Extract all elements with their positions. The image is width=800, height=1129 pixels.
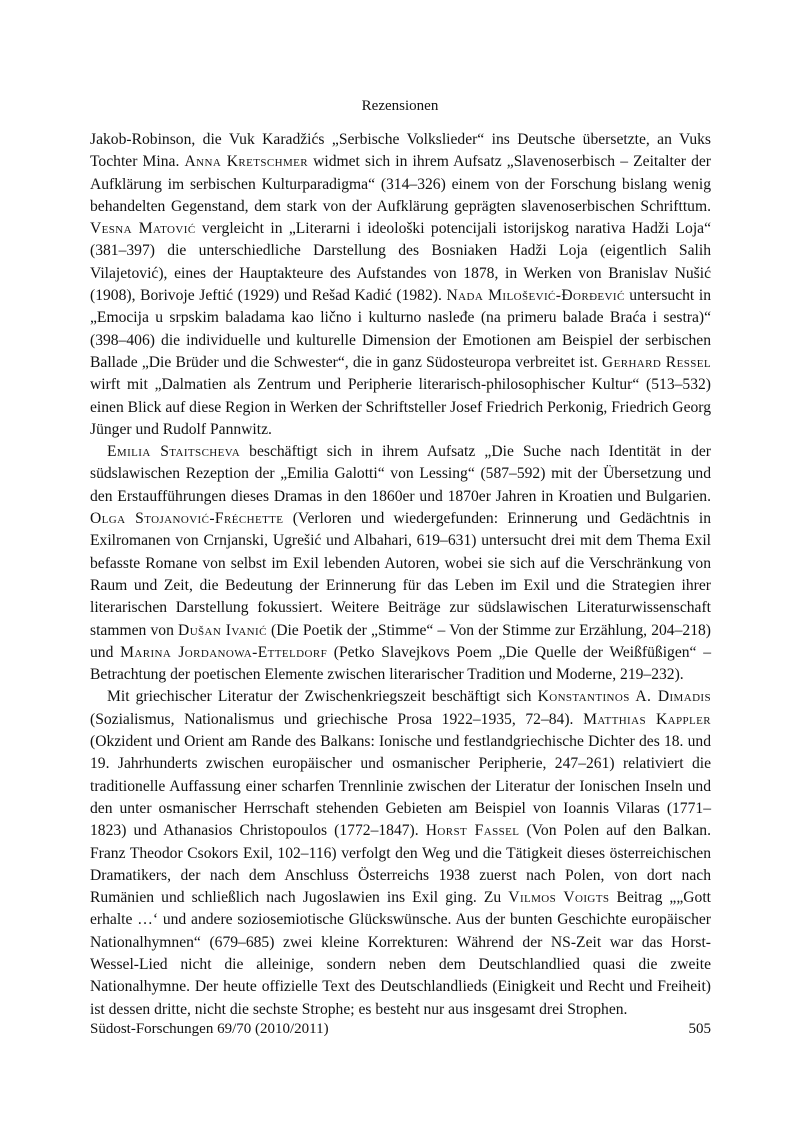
author-name: Gerhard Ressel [601, 353, 711, 371]
author-name: Dušan Ivanić [178, 621, 267, 639]
text-run: (Die Poetik der „Stimme“ – Von der Stimme zur Erzählung, 204–218) und [90, 621, 711, 661]
text-run: (Petko Slavejkovs Poem „Die Quelle der Weißfüßigen“ – Betrachtung der poetischen Elemente zwischen literarischer Tradition und Moderne, 219–232). [90, 643, 711, 684]
text-run: (Verloren und wiedergefunden: Erinnerung und Gedächtnis in Exilromanen von Crnjanski, Ugrešić und Albahari, 619–631) untersucht drei mit dem Thema Exil befasste Romane von selbst im Exil lebenden Autoren, wobei sie sich auf die Verschränkung von Raum und Zeit, die Bedeutung der Erinnerung für das Leben im Exil und die Strategien ihrer literarischen Darstellung fokussiert. Weitere Beiträge zur südslawischen Literaturwissenschaft stammen von [90, 510, 712, 639]
page-number: 505 [688, 1021, 711, 1037]
author-name: Marina Jordanowa-Etteldorf [120, 643, 328, 661]
running-header [0, 96, 800, 116]
text-run: (Okzident und Orient am Rande des Balkans: Ionische und festlandgriechische Dichter des 18. und 19. Jahrhunderts zwischen europäischer und osmanischer Peripherie, 247–261) relativiert die traditionelle Auffassung einer scharfen Trennlinie zwischen der Literatur der Ionischen Inseln und den unter osmanischer Herrschaft stehenden Gebieten am Beispiel von Ioannis Vilaras (1771–1823) und Athanasios Christopoulos (1772–1847). [90, 733, 711, 840]
author-name: Horst Fassel [425, 822, 520, 840]
page-footer [90, 1019, 711, 1039]
paragraph-1 [90, 129, 711, 441]
author-name: Vilmos Voigts [508, 889, 610, 907]
author-name: Nada Milošević-Đorđević [446, 287, 625, 305]
author-name: Vesna Matović [90, 220, 196, 238]
journal-citation: Südost-Forschungen 69/70 (2010/2011) [90, 1021, 329, 1037]
running-title: Rezensionen [361, 98, 439, 114]
text-run: Beitrag „„Gott erhalte …‘ und andere soziosemiotische Glückswünsche. Aus der bunten Geschichte europäischer Nationalhymnen“ (679–685) zwei kleine Korrekturen: Während der NS-Zeit war das Horst-Wessel-Lied nicht die alleinige, sondern neben dem Deutschlandlied quasi die zweite Nationalhymne. Der heute offizielle Text des Deutschlandlieds (Einigkeit und Recht und Freiheit) ist dessen dritte, nicht die sechste Strophe; es besteht nur aus insgesamt drei Strophen. [90, 889, 711, 1018]
text-run: widmet sich in ihrem Aufsatz „Slavenoserbisch – Zeitalter der Aufklärung im serbischen Kulturparadigma“ (314–326) einem von der Forschung bislang wenig behandelten Gegenstand, dem stark von der Aufklärung geprägten slavenoserbischen Schrifttum. [90, 153, 711, 215]
author-name: Olga Stojanović-Fréchette [90, 510, 284, 528]
text-run: beschäftigt sich in ihrem Aufsatz „Die Suche nach Identität in der südslawischen Rezeption der „Emilia Galotti“ von Lessing“ (587–592) mit der Übersetzung und den Erstaufführungen dieses Dramas in den 1860er und 1870er Jahren in Kroatien und Bulgarien. [90, 443, 711, 505]
author-name: Matthias Kappler [583, 710, 711, 728]
text-run: Mit griechischer Literatur der Zwischenkriegszeit beschäftigt sich [107, 688, 538, 706]
paragraph-3 [90, 686, 711, 1020]
author-name: Anna Kretschmer [184, 153, 308, 171]
text-run: vergleicht in „Literarni i ideološki potencijali istorijskog narativa Hadži Loja“ (381–397) die unterschiedliche Darstellung des Bosniaken Hadži Loja (eigentlich Salih Vilajetović), eines der Hauptakteure des Aufstandes von 1878, in Werken von Branislav Nušić (1908), Borivoje Jeftić (1929) und Rešad Kadić (1982). [90, 220, 711, 305]
text-run: (Sozialismus, Nationalismus und griechische Prosa 1922–1935, 72–84). [90, 710, 584, 728]
text-run: (Von Polen auf den Balkan. Franz Theodor Csokors Exil, 102–116) verfolgt den Weg und die Tätigkeit dieses österreichischen Dramatikers, der nach dem Anschluss Österreichs 1938 zuerst nach Polen, von dort nach Rumänien und schließlich nach Jugoslawien ins Exil ging. Zu [90, 822, 711, 907]
text-run: untersucht in „Emocija u srpskim baladama kao lično i kulturno nasleđe (na primeru balade Braća i sestra)“ (398–406) die individuelle und kulturelle Dimension der Emotionen am Beispiel der serbischen Ballade „Die Brüder und die Schwester“, die in ganz Südosteuropa verbreitet ist. [90, 287, 711, 371]
article-body [90, 129, 711, 1021]
paragraph-2 [90, 441, 711, 686]
author-name: Konstantinos A. Dimadis [537, 688, 711, 706]
author-name: Emilia Staitscheva [107, 443, 241, 461]
text-run: wirft mit „Dalmatien als Zentrum und Peripherie literarisch-philosophischer Kultur“ (513–532) einen Blick auf diese Region in Werken der Schriftsteller Josef Friedrich Perkonig, Friedrich Georg Jünger und Rudolf Pannwitz. [90, 376, 711, 438]
text-run: Jakob-Robinson, die Vuk Karadžićs „Serbische Volkslieder“ ins Deutsche übersetzte, an Vuks Tochter Mina. [90, 131, 711, 171]
